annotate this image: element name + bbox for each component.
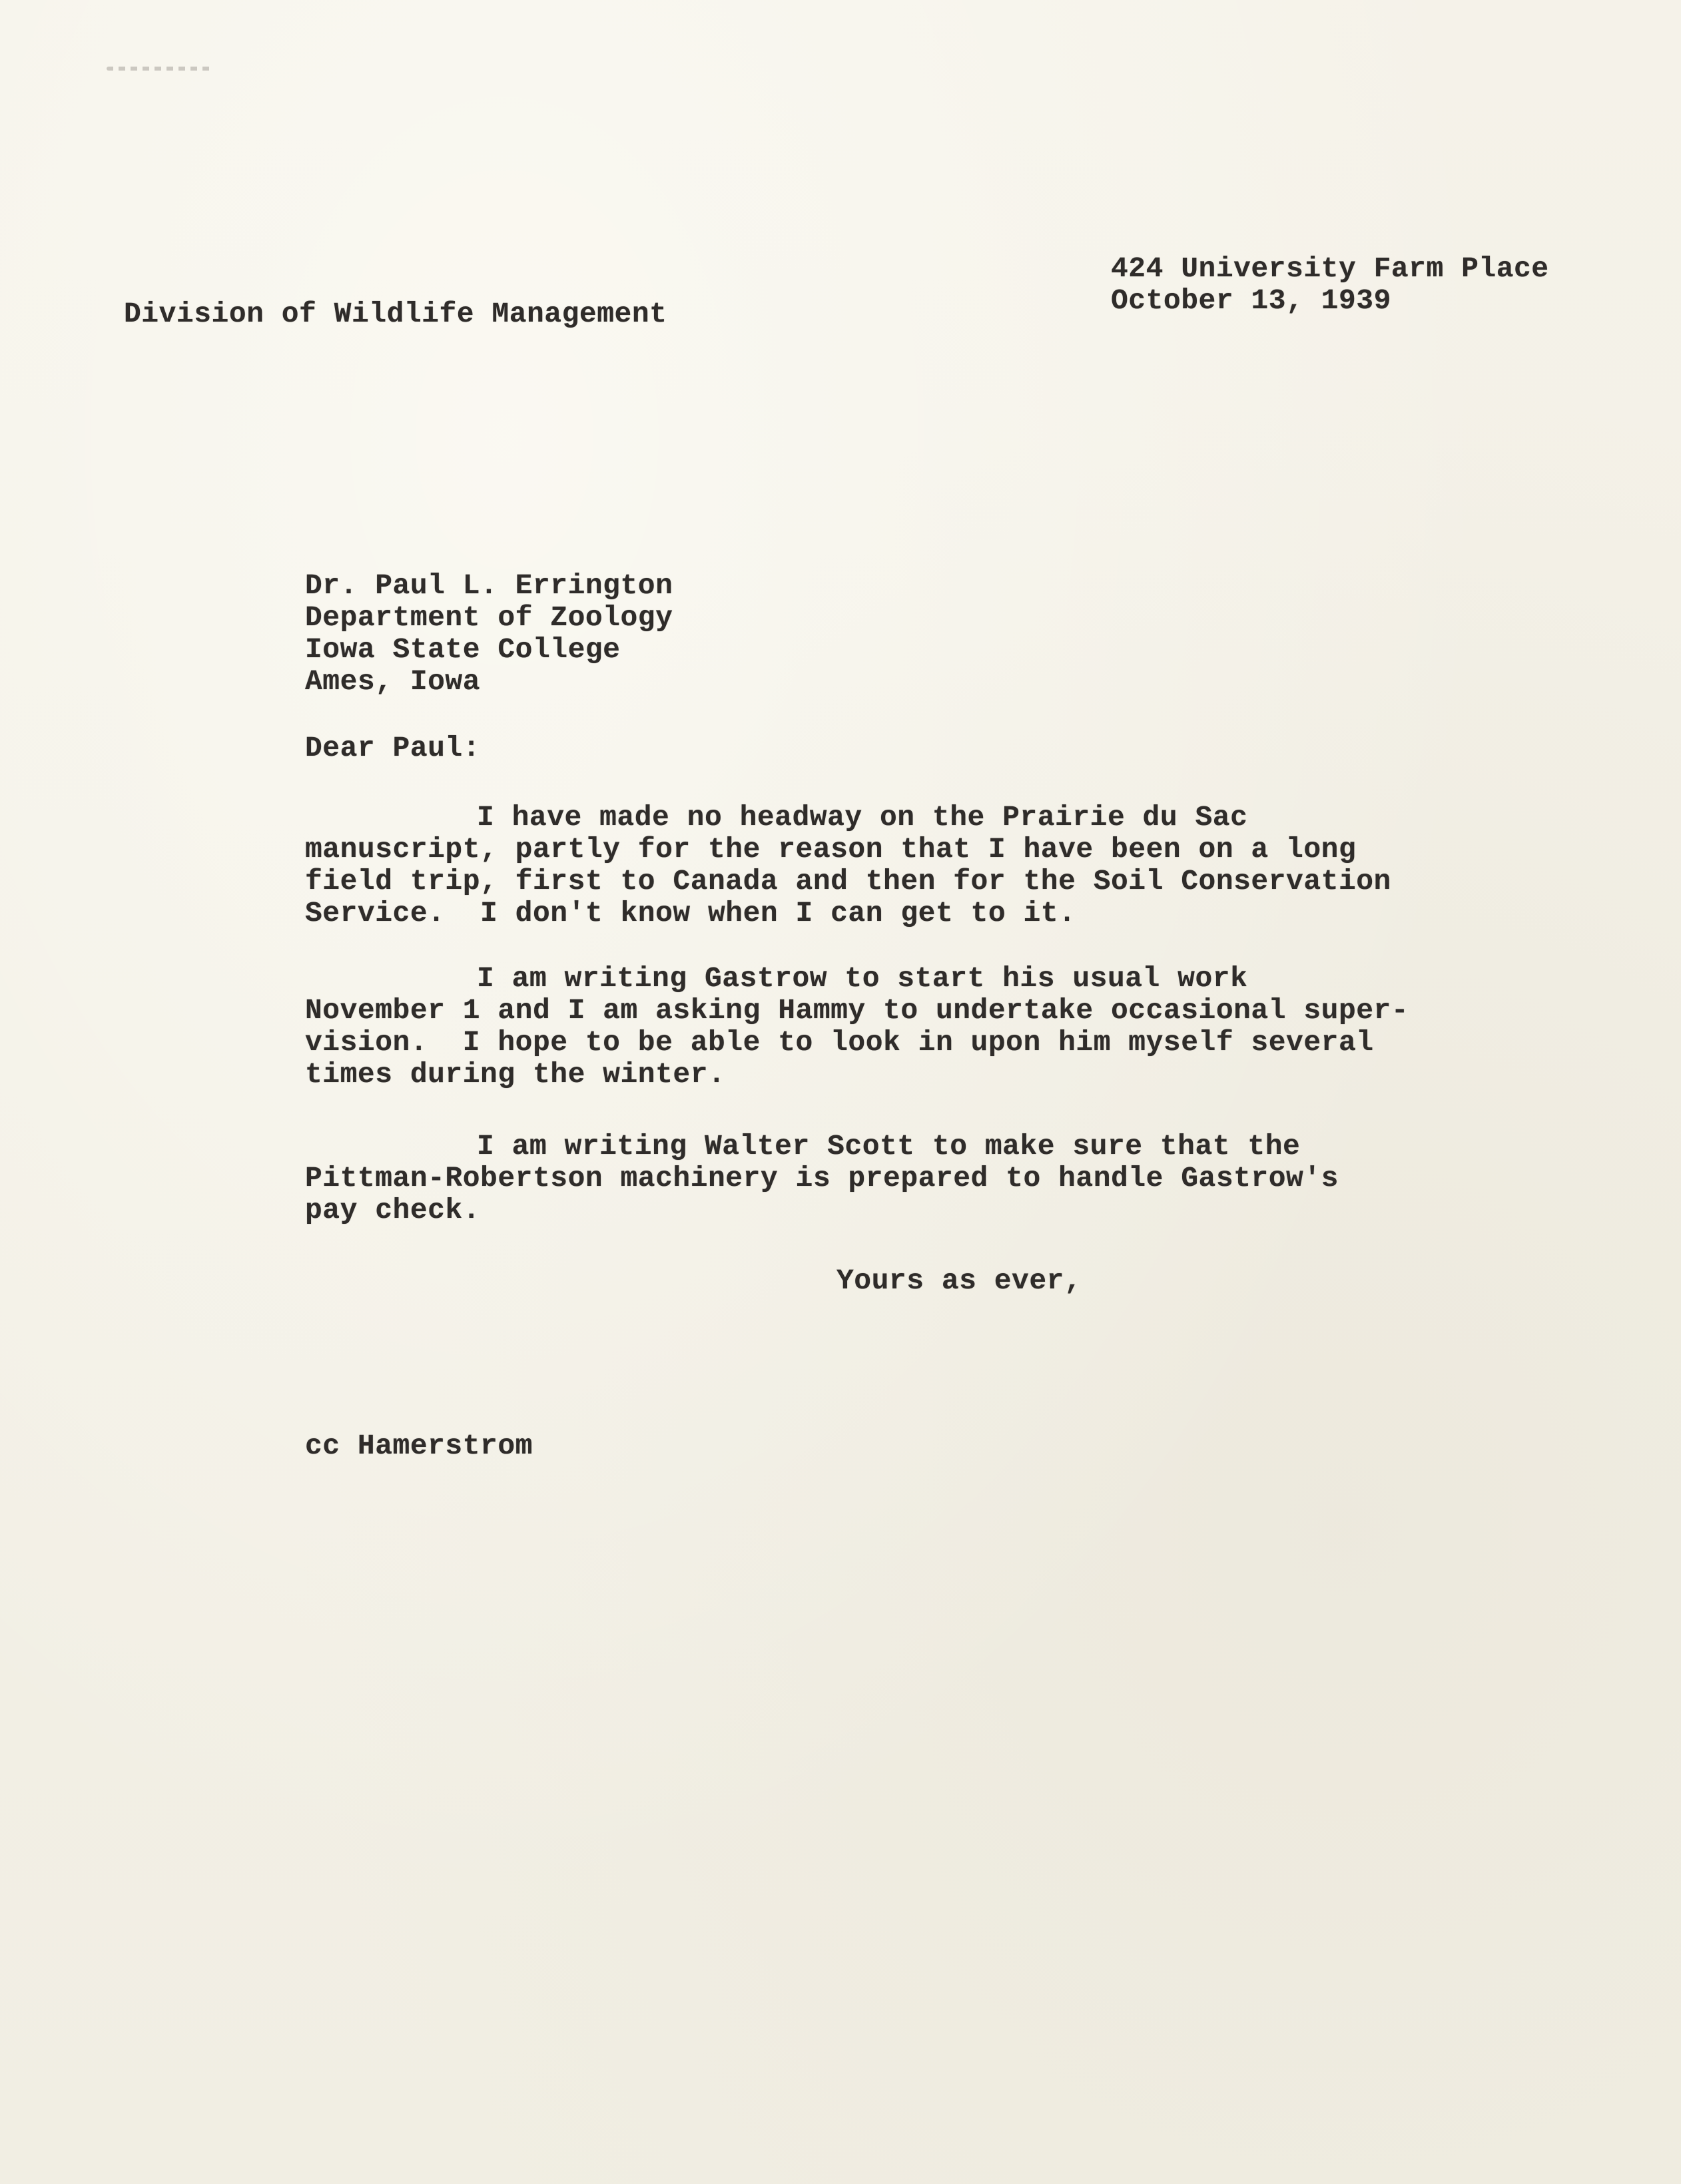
letter-date: October 13, 1939 — [1111, 284, 1391, 317]
recipient-line: Department of Zoology — [305, 601, 673, 634]
recipient-line: Ames, Iowa — [305, 665, 481, 698]
carbon-copy-note: cc Hamerstrom — [305, 1430, 533, 1462]
paragraph-line: Service. I don't know when I can get to it. — [305, 897, 1076, 930]
paragraph-line: manuscript, partly for the reason that I have been on a long — [305, 833, 1357, 866]
paragraph-line: I am writing Walter Scott to make sure that the — [477, 1130, 1301, 1163]
sender-address-block — [1111, 253, 1549, 317]
paper-mark — [107, 67, 213, 71]
body-paragraph-1 — [305, 802, 1391, 930]
division-heading: Division of Wildlife Management — [124, 298, 667, 330]
body-paragraph-2 — [305, 963, 1409, 1091]
paragraph-line: Pittman-Robertson machinery is prepared to handle Gastrow's — [305, 1162, 1339, 1195]
recipient-address-block — [305, 570, 673, 698]
body-paragraph-3 — [305, 1131, 1339, 1227]
paragraph-line: vision. I hope to be able to look in upon him myself several — [305, 1026, 1374, 1059]
recipient-line: Dr. Paul L. Errington — [305, 569, 673, 602]
salutation: Dear Paul: — [305, 732, 481, 764]
paragraph-line: I have made no headway on the Prairie du Sac — [477, 801, 1248, 834]
paragraph-line: pay check. — [305, 1194, 481, 1227]
paragraph-line: I am writing Gastrow to start his usual work — [477, 962, 1248, 995]
paragraph-line: field trip, first to Canada and then for the Soil Conservation — [305, 865, 1391, 898]
paragraph-line: November 1 and I am asking Hammy to undertake occasional super- — [305, 994, 1409, 1027]
closing: Yours as ever, — [837, 1264, 1082, 1297]
recipient-line: Iowa State College — [305, 633, 621, 666]
paragraph-line: times during the winter. — [305, 1058, 726, 1091]
sender-address: 424 University Farm Place — [1111, 252, 1549, 285]
